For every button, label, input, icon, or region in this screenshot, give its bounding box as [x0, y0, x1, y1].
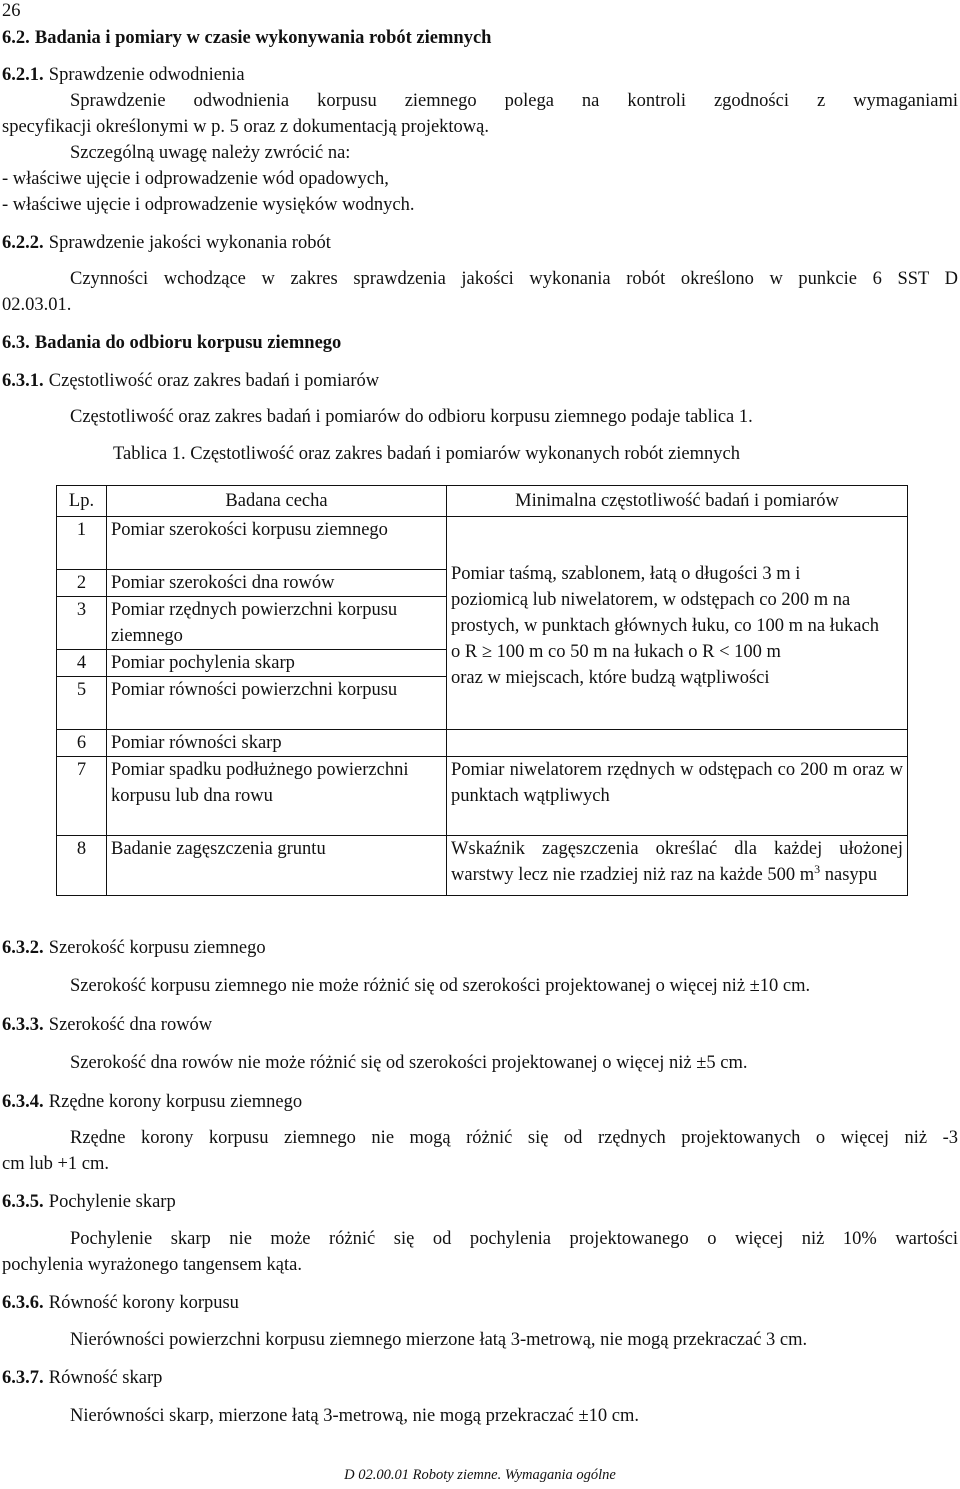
column-header-frequency: Minimalna częstotliwość badań i pomiarów — [447, 486, 908, 517]
section-number: 6.3.7. — [2, 1368, 44, 1388]
frequency-empty-cell — [447, 730, 908, 757]
row-number: 6 — [57, 730, 107, 757]
paragraph-line: Częstotliwość oraz zakres badań i pomiarów do odbioru korpusu ziemnego podaje tablica 1. — [70, 407, 753, 427]
section-6-2-1-heading — [2, 62, 245, 88]
paragraph-line: Szerokość korpusu ziemnego nie może różnić się od szerokości projektowanej o więcej niż ±10 cm. — [70, 976, 811, 996]
paragraph-line: cm lub +1 cm. — [2, 1154, 110, 1174]
section-6-2-heading — [2, 25, 491, 51]
section-number: 6.3.5. — [2, 1192, 44, 1212]
column-header-feature: Badana cecha — [107, 486, 447, 517]
frequency-line: prostych, w punktach głównych łuku, co 100 m na łukach — [451, 616, 879, 636]
frequency-line: Pomiar taśmą, szablonem, łatą o długości 3 m i — [451, 564, 801, 584]
section-6-3-3-heading — [2, 1012, 212, 1038]
section-6-3-4-heading — [2, 1089, 302, 1115]
frequency-line: poziomicą lub niwelatorem, w odstępach co 200 m na — [451, 590, 851, 610]
list-item: - właściwe ujęcie i odprowadzenie wód opadowych, — [2, 169, 389, 189]
paragraph-line: Nierówności skarp, mierzone łatą 3-metrową, nie mogą przekraczać ±10 cm. — [70, 1406, 640, 1426]
row-number: 3 — [57, 597, 107, 650]
row-feature: Pomiar szerokości korpusu ziemnego — [107, 517, 447, 570]
row-number: 7 — [57, 757, 107, 836]
paragraph-line: Nierówności powierzchni korpusu ziemnego mierzone łatą 3-metrową, nie mogą przekraczać 3 cm. — [70, 1330, 808, 1350]
row-number: 4 — [57, 650, 107, 677]
frequency-line: o R ≥ 100 m co 50 m na łukach o R < 100 m — [451, 642, 781, 662]
section-6-3-2-heading — [2, 935, 266, 961]
paragraph-line: pochylenia wyrażonego tangensem kąta. — [2, 1255, 302, 1275]
section-number: 6.3. — [2, 333, 30, 353]
section-title: Równość skarp — [48, 1368, 163, 1388]
frequency-group-cell — [447, 517, 908, 730]
section-number: 6.2.2. — [2, 233, 44, 253]
row-feature: Pomiar pochylenia skarp — [107, 650, 447, 677]
section-number: 6.2.1. — [2, 65, 44, 85]
section-title: Badania i pomiary w czasie wykonywania robót ziemnych — [34, 28, 492, 48]
section-title: Szerokość korpusu ziemnego — [48, 938, 266, 958]
section-number: 6.3.6. — [2, 1293, 44, 1313]
paragraph-line: Sprawdzenie odwodnienia korpusu ziemnego polega na kontroli zgodności z wymaganiami — [70, 91, 958, 111]
paragraph-line: Szerokość dna rowów nie może różnić się od szerokości projektowanej o więcej niż ±5 cm. — [70, 1053, 748, 1073]
frequency-table — [56, 485, 908, 896]
section-6-3-6-heading — [2, 1290, 239, 1316]
table-row — [57, 517, 908, 570]
row-number: 5 — [57, 677, 107, 730]
paragraph-line: specyfikacji określonymi w p. 5 oraz z dokumentacją projektową. — [2, 117, 490, 137]
section-number: 6.2. — [2, 28, 30, 48]
table-row — [57, 836, 908, 896]
table-row — [57, 730, 908, 757]
row-feature: Pomiar równości powierzchni korpusu — [107, 677, 447, 730]
row-number: 8 — [57, 836, 107, 896]
table-row — [57, 757, 908, 836]
paragraph-line: 02.03.01. — [2, 295, 72, 315]
section-6-3-heading — [2, 330, 341, 356]
row-feature: Pomiar spadku podłużnego powierzchni korpusu lub dna rowu — [107, 757, 447, 836]
row-feature: Pomiar rzędnych powierzchni korpusu ziemnego — [107, 597, 447, 650]
superscript: 3 — [814, 861, 821, 876]
row-number: 2 — [57, 570, 107, 597]
section-number: 6.3.4. — [2, 1092, 44, 1112]
paragraph-line: Czynności wchodzące w zakres sprawdzenia jakości wykonania robót określono w punkcie 6 SST D — [70, 269, 958, 289]
section-title: Rzędne korony korpusu ziemnego — [48, 1092, 303, 1112]
section-title: Sprawdzenie jakości wykonania robót — [48, 233, 331, 253]
section-title: Sprawdzenie odwodnienia — [48, 65, 245, 85]
row-feature: Pomiar szerokości dna rowów — [107, 570, 447, 597]
table-header-row — [57, 486, 908, 517]
section-6-3-1-heading — [2, 368, 379, 394]
row-number: 1 — [57, 517, 107, 570]
section-6-3-5-heading — [2, 1189, 176, 1215]
page-footer: D 02.00.01 Roboty ziemne. Wymagania ogólne — [344, 1467, 616, 1483]
section-title: Badania do odbioru korpusu ziemnego — [34, 333, 342, 353]
paragraph-line: Rzędne korony korpusu ziemnego nie mogą różnić się od rzędnych projektowanych o więcej niż -3 — [70, 1128, 958, 1148]
section-title: Równość korony korpusu — [48, 1293, 239, 1313]
paragraph-line: Szczególną uwagę należy zwrócić na: — [70, 143, 351, 163]
frequency-cell: Wskaźnik zagęszczenia określać dla każdej ułożonej warstwy lecz nie rzadziej niż raz na każde 500 $m^3$ nasypu — [447, 836, 908, 896]
section-title: Częstotliwość oraz zakres badań i pomiarów — [48, 371, 380, 391]
section-6-3-7-heading — [2, 1365, 162, 1391]
row-feature: Pomiar równości skarp — [107, 730, 447, 757]
section-6-2-2-heading — [2, 230, 331, 256]
page-number: 26 — [2, 1, 21, 21]
paragraph-line: Pochylenie skarp nie może różnić się od pochylenia projektowanego o więcej niż 10% wartości — [70, 1229, 958, 1249]
frequency-line: oraz w miejscach, które budzą wątpliwości — [451, 668, 770, 688]
section-number: 6.3.1. — [2, 371, 44, 391]
frequency-cell: Pomiar niwelatorem rzędnych w odstępach co 200 m oraz w punktach wątpliwych — [447, 757, 908, 836]
list-item: - właściwe ujęcie i odprowadzenie wysięków wodnych. — [2, 195, 415, 215]
section-number: 6.3.2. — [2, 938, 44, 958]
column-header-lp: Lp. — [57, 486, 107, 517]
section-title: Szerokość dna rowów — [48, 1015, 213, 1035]
table-caption: Tablica 1. Częstotliwość oraz zakres badań i pomiarów wykonanych robót ziemnych — [113, 444, 740, 464]
section-number: 6.3.3. — [2, 1015, 44, 1035]
row-feature: Badanie zagęszczenia gruntu — [107, 836, 447, 896]
section-title: Pochylenie skarp — [48, 1192, 176, 1212]
greater-equal-symbol: ≥ — [481, 642, 492, 662]
